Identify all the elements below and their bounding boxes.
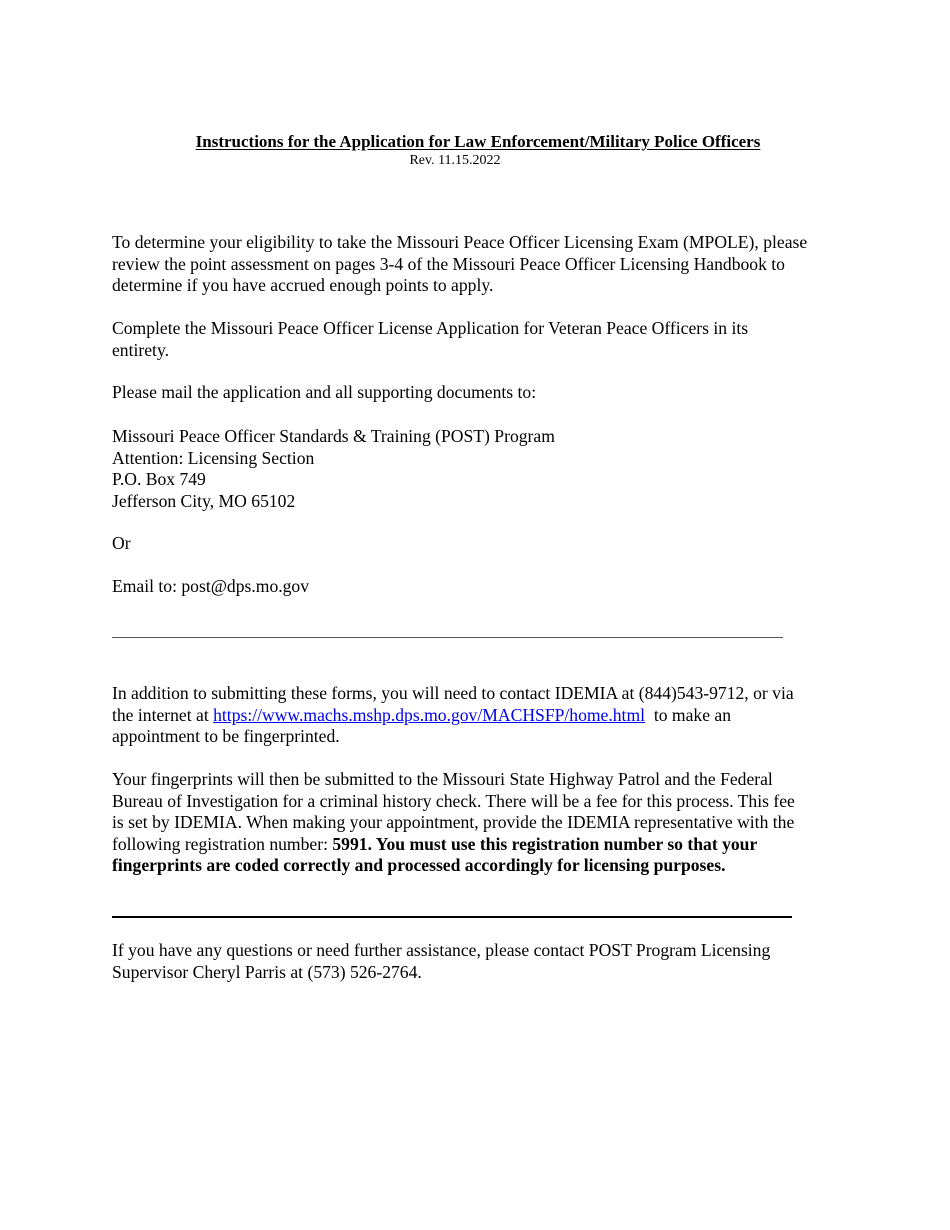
application-line: entirety. (112, 339, 169, 360)
questions-line: If you have any questions or need further assistance, please contact POST Program Licensing (112, 940, 771, 960)
fingerprint-submission-line: Your fingerprints will then be submitted to the Missouri State Highway Patrol and the Federal (112, 769, 773, 789)
registration-number-notice: 5991. You must use this registration number so that your (332, 833, 758, 854)
link-suffix: to make an (645, 704, 732, 725)
section-divider (112, 637, 783, 638)
eligibility-line: review the point assessment on pages 3-4 of the Missouri Peace Officer Licensing Handbook to (112, 253, 785, 274)
address-line: Missouri Peace Officer Standards & Training (POST) Program (112, 426, 555, 446)
application-paragraph (112, 318, 872, 361)
fingerprint-submission-paragraph (112, 769, 872, 877)
revision-date: Rev. 11.15.2022 (409, 153, 501, 168)
registration-prefix: following registration number: (112, 833, 333, 854)
email-line: Email to: post@dps.mo.gov (112, 576, 310, 596)
mailing-address (112, 426, 872, 512)
or-text: Or (112, 533, 131, 553)
link-prefix: the internet at (112, 704, 214, 725)
document-title: Instructions for the Application for Law Enforcement/Military Police Officers (195, 132, 761, 151)
application-line: Complete the Missouri Peace Officer License Application for Veteran Peace Officers in its (112, 318, 749, 338)
machs-fingerprint-link[interactable]: https://www.machs.mshp.dps.mo.gov/MACHSFP/home.html (213, 704, 646, 725)
fingerprint-submission-line (112, 834, 872, 856)
address-line: Jefferson City, MO 65102 (112, 490, 296, 511)
questions-line: Supervisor Cheryl Parris at (573) 526-2764. (112, 961, 422, 982)
eligibility-line: To determine your eligibility to take the Missouri Peace Officer Licensing Exam (MPOLE), please (112, 232, 808, 252)
questions-paragraph (112, 940, 872, 983)
fingerprint-contact-line: In addition to submitting these forms, you will need to contact IDEMIA at (844)543-9712, or via (112, 683, 794, 703)
section-divider-bold (112, 916, 792, 918)
fingerprint-contact-line: appointment to be fingerprinted. (112, 726, 340, 747)
fingerprint-submission-line: is set by IDEMIA. When making your appointment, provide the IDEMIA representative with the (112, 812, 795, 833)
mail-instruction: Please mail the application and all supporting documents to: (112, 382, 537, 402)
eligibility-paragraph (112, 232, 872, 297)
fingerprint-contact-line (112, 705, 872, 727)
eligibility-line: determine if you have accrued enough points to apply. (112, 275, 494, 296)
address-line: Attention: Licensing Section (112, 447, 315, 468)
address-line: P.O. Box 749 (112, 469, 206, 490)
fingerprint-submission-line: Bureau of Investigation for a criminal history check. There will be a fee for this process. This fee (112, 790, 795, 811)
fingerprint-contact-paragraph (112, 683, 872, 748)
registration-notice-continued: fingerprints are coded correctly and processed accordingly for licensing purposes. (112, 855, 726, 876)
